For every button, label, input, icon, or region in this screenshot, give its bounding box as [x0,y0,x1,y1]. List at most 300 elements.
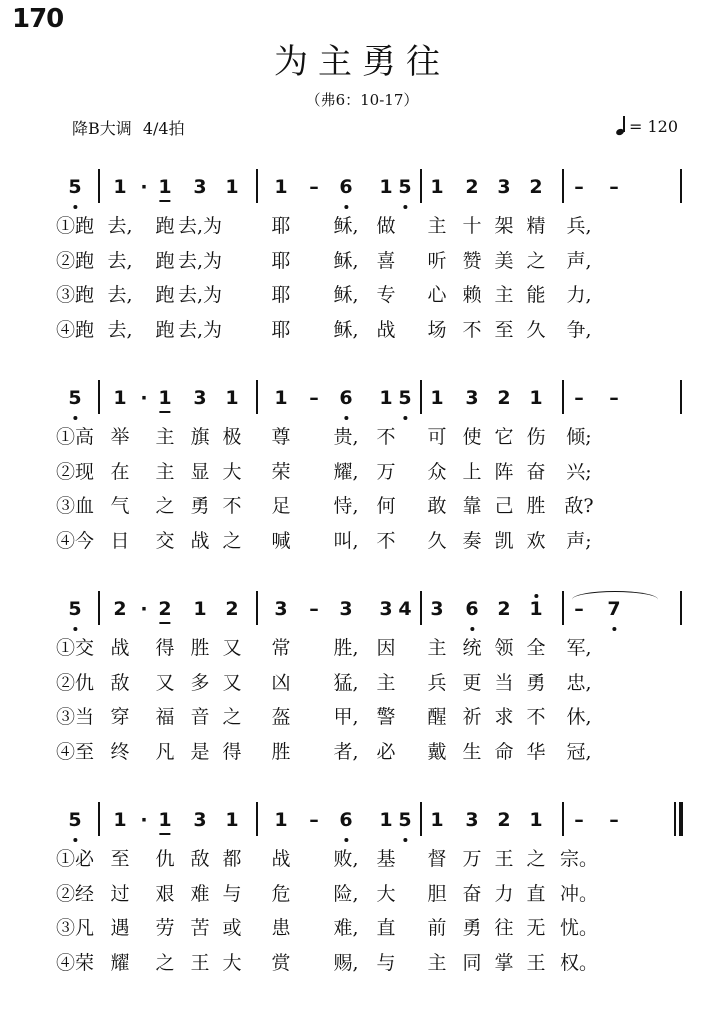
lyric-verse-1 [0,635,724,667]
lyric-syllable: 稣, [333,215,359,237]
note: 5 [398,176,412,198]
dash-symbol: – [574,598,584,620]
lyric-syllable: 跑 [155,318,175,341]
lyric-syllable: 架 [494,215,514,237]
lyric-syllable: 赞 [462,249,482,272]
lyric-verse-3 [0,704,724,736]
lyric-syllable: ④至 [55,740,95,763]
note: 1 [379,176,393,198]
lyric-syllable: 艰 [155,882,175,905]
lyric-syllable: 奋 [526,460,546,483]
lyric-syllable: 跑 [155,215,175,237]
tempo-marking [616,116,678,136]
lyric-syllable: 何 [376,495,396,517]
note: 1 [529,598,543,620]
note: 3 [274,598,288,620]
lyric-syllable: 不 [462,318,482,341]
lyric-syllable: 又 [222,671,242,694]
notation-row [0,175,724,215]
note: 2 [225,598,239,620]
dot-symbol: · [140,809,148,831]
lyric-syllable: 勇 [462,917,482,939]
final-barline-thick [679,802,683,836]
dash-symbol: – [609,387,619,409]
lyric-syllable: 稣, [333,284,359,306]
lyric-verse-3 [0,915,724,947]
lyric-syllable: 耀, [333,460,359,483]
lyric-syllable: 兵, [566,215,592,237]
dot-symbol: · [140,598,148,620]
lyric-syllable: 遇 [110,917,130,939]
lyric-syllable: 基 [376,848,396,870]
lyric-syllable: 尊 [271,426,291,448]
lyric-syllable: 去, [107,318,133,341]
lyric-syllable: 战 [190,529,210,552]
note: 2 [113,598,127,620]
lyric-syllable: 去, [107,284,133,306]
lyric-syllable: 冠, [566,740,592,763]
lyric-syllable: 去, [107,215,133,237]
lyric-syllable: 举 [110,426,130,448]
lyric-syllable: 敌 [110,671,130,694]
lyric-syllable: 战 [376,318,396,341]
final-barline-thin [674,802,676,836]
lyric-syllable: 之 [222,529,242,552]
lyric-syllable: 胆 [427,882,447,905]
note: 3 [379,598,393,620]
barline [420,802,422,836]
lyric-syllable: 声; [566,529,592,552]
lyric-syllable: 喊 [271,529,291,552]
notation-row [0,386,724,426]
dash-symbol: – [609,809,619,831]
lyric-syllable: 劳 [155,917,175,939]
lyric-syllable: 是 [190,740,210,763]
notation-row [0,597,724,637]
lyric-syllable: 直 [376,917,396,939]
lyric-syllable: 能 [526,284,546,306]
lyric-syllable: 仇 [155,848,175,870]
lyric-syllable: 音 [190,706,210,728]
lyric-syllable: ③跑 [55,284,95,306]
lyric-syllable: 心 [427,284,447,306]
lyric-syllable: 荣 [271,460,291,483]
lyric-syllable: 十 [462,215,482,237]
lyric-syllable: 使 [462,426,482,448]
note: 1 [430,387,444,409]
lyric-syllable: 醒 [427,706,447,728]
lyric-syllable: 福 [155,706,175,728]
lyric-syllable: 都 [222,848,242,870]
lyric-syllable: ②经 [55,882,95,905]
lyric-syllable: 主 [155,426,175,448]
lyric-syllable: 险, [333,882,359,905]
lyric-syllable: 耶 [271,284,291,306]
note: 2 [497,598,511,620]
lyric-syllable: 无 [526,917,546,939]
note: 2 [497,809,511,831]
lyric-syllable: 上 [462,460,482,483]
lyric-syllable: 凶 [271,671,291,694]
lyric-syllable: 猛, [333,671,359,694]
lyric-syllable: 大 [222,460,242,483]
note: 2 [465,176,479,198]
lyric-syllable: ③血 [55,495,95,517]
lyric-syllable: 之 [526,848,546,870]
lyric-syllable: 去, [107,249,133,272]
lyric-syllable: 胜, [333,637,359,659]
dash-symbol: – [574,809,584,831]
lyric-syllable: 足 [271,495,291,517]
lyric-syllable: 之 [222,706,242,728]
lyric-syllable: ②跑 [55,249,95,272]
lyric-syllable: 大 [376,882,396,905]
note: 1 [529,809,543,831]
lyric-syllable: 气 [110,495,130,517]
dash-symbol: – [309,176,319,198]
lyric-syllable: 专 [376,284,396,306]
note: 2 [529,176,543,198]
note: 2 [158,598,172,620]
lyric-syllable: 力 [494,882,514,905]
lyric-syllable: 更 [462,671,482,694]
note: 1 [113,387,127,409]
lyric-syllable: 做 [376,215,396,237]
note: 4 [398,598,412,620]
note: 1 [529,387,543,409]
note: 2 [497,387,511,409]
lyric-syllable: 勇 [526,671,546,694]
lyric-syllable: 至 [110,848,130,870]
lyric-syllable: 战 [110,637,130,659]
lyric-syllable: 又 [155,671,175,694]
lyric-syllable: 忧。 [559,917,599,939]
lyric-syllable: 极 [222,426,242,448]
note: 1 [225,809,239,831]
lyric-syllable: 奋 [462,882,482,905]
note: 1 [158,809,172,831]
note: 1 [225,387,239,409]
lyric-syllable: 因 [376,637,396,659]
notation-row [0,808,724,848]
barline [256,380,258,414]
lyric-syllable: 稣, [333,318,359,341]
lyric-syllable: 凡 [155,740,175,763]
lyric-syllable: 伤 [526,426,546,448]
lyric-syllable: 同 [462,951,482,974]
lyric-syllable: 祈 [462,706,482,728]
lyric-syllable: 多 [190,671,210,694]
lyric-syllable: 主 [427,951,447,974]
barline [680,380,682,414]
note: 5 [68,387,82,409]
lyric-syllable: 精 [526,215,546,237]
lyric-syllable: 战 [271,848,291,870]
lyric-syllable: 冲。 [559,882,599,905]
lyric-syllable: 显 [190,460,210,483]
note: 1 [379,809,393,831]
note: 5 [398,809,412,831]
lyric-syllable: 警 [376,706,396,728]
dot-symbol: · [140,387,148,409]
dash-symbol: – [609,176,619,198]
lyric-syllable: 穿 [110,706,130,728]
lyric-syllable: 敌? [564,495,594,517]
note: 3 [465,387,479,409]
note: 1 [274,809,288,831]
lyric-syllable: 不 [222,495,242,517]
lyric-syllable: 主 [427,637,447,659]
lyric-syllable: 兵 [427,671,447,694]
lyric-syllable: 领 [494,637,514,659]
lyric-syllable: 胜 [526,495,546,517]
lyric-syllable: 力, [566,284,592,306]
lyric-syllable: 稣, [333,249,359,272]
dash-symbol: – [574,176,584,198]
lyric-syllable: 场 [427,318,447,341]
lyric-syllable: 贵, [333,426,359,448]
lyric-syllable: 当 [494,671,514,694]
key-signature: 降B大调 4/4拍 [72,119,185,138]
lyric-syllable: 耶 [271,318,291,341]
lyric-syllable: 敢 [427,495,447,517]
lyric-syllable: 掌 [494,951,514,974]
lyric-verse-1 [0,846,724,878]
note: 6 [339,387,353,409]
note: 1 [113,809,127,831]
dash-symbol: – [574,387,584,409]
lyric-syllable: 美 [494,249,514,272]
lyric-syllable: 过 [110,882,130,905]
note: 3 [430,598,444,620]
lyric-syllable: 盔 [271,706,291,728]
lyric-syllable: 跑 [155,249,175,272]
barline [562,169,564,203]
lyric-syllable: 难 [190,882,210,905]
lyric-syllable: 跑 [155,284,175,306]
barline [98,169,100,203]
lyric-syllable: 己 [494,495,514,517]
lyric-syllable: ④今 [55,529,95,552]
lyric-syllable: 者, [333,740,359,763]
lyric-verse-4 [0,528,724,560]
barline [256,591,258,625]
lyric-verse-2 [0,459,724,491]
lyric-syllable: 久 [526,318,546,341]
lyric-syllable: 去,为 [177,249,223,272]
lyric-syllable: 又 [222,637,242,659]
barline [420,380,422,414]
lyric-verse-4 [0,950,724,982]
lyric-syllable: 去,为 [177,215,223,237]
lyric-syllable: 万 [462,848,482,870]
barline [98,591,100,625]
lyric-syllable: 主 [494,284,514,306]
lyric-syllable: 军, [566,637,592,659]
note: 1 [379,387,393,409]
lyric-syllable: 靠 [462,495,482,517]
lyric-verse-4 [0,317,724,349]
dash-symbol: – [309,387,319,409]
note: 6 [339,176,353,198]
scripture-reference: （弗6：10-17） [305,91,419,109]
lyric-syllable: 大 [222,951,242,974]
lyric-syllable: 争, [566,318,592,341]
note: 7 [607,598,621,620]
lyric-syllable: 赏 [271,951,291,974]
barline [680,591,682,625]
note: 6 [339,809,353,831]
lyric-syllable: 危 [271,882,291,905]
note: 1 [193,598,207,620]
tempo-value: = 120 [628,117,678,136]
hymn-title: 为主勇往 [274,42,450,82]
barline [98,802,100,836]
lyric-syllable: 勇 [190,495,210,517]
lyric-syllable: 戴 [427,740,447,763]
lyric-verse-2 [0,881,724,913]
lyric-syllable: 必 [376,740,396,763]
lyric-syllable: 权。 [559,951,599,974]
lyric-syllable: ④荣 [55,951,95,974]
note: 1 [158,176,172,198]
lyric-syllable: 终 [110,740,130,763]
note: 6 [465,598,479,620]
lyric-syllable: 凯 [494,529,514,552]
lyric-syllable: 欢 [526,529,546,552]
lyric-syllable: ①必 [55,848,95,870]
lyric-syllable: 督 [427,848,447,870]
note: 1 [225,176,239,198]
lyric-syllable: 不 [526,706,546,728]
lyric-syllable: ③凡 [55,917,95,939]
dash-symbol: – [309,809,319,831]
lyric-syllable: 甲, [333,706,359,728]
lyric-syllable: 阵 [494,460,514,483]
lyric-syllable: 往 [494,917,514,939]
lyric-syllable: 苦 [190,917,210,939]
lyric-syllable: 生 [462,740,482,763]
lyric-verse-3 [0,493,724,525]
lyric-syllable: 在 [110,460,130,483]
lyric-verse-3 [0,282,724,314]
lyric-syllable: 休, [566,706,592,728]
lyric-syllable: 求 [494,706,514,728]
lyric-syllable: 旗 [190,426,210,448]
lyric-syllable: 众 [427,460,447,483]
lyric-syllable: 之 [155,951,175,974]
note: 3 [193,387,207,409]
lyric-syllable: 败, [333,848,359,870]
lyric-syllable: 直 [526,882,546,905]
note: 5 [68,809,82,831]
lyric-syllable: 至 [494,318,514,341]
lyric-syllable: 叫, [333,529,359,552]
lyric-syllable: 与 [376,951,396,974]
lyric-syllable: 王 [526,951,546,974]
note: 5 [398,387,412,409]
barline [562,380,564,414]
lyric-syllable: 全 [526,637,546,659]
lyric-verse-2 [0,248,724,280]
lyric-syllable: ③当 [55,706,95,728]
lyric-syllable: 耀 [110,951,130,974]
lyric-syllable: 交 [155,529,175,552]
lyric-syllable: 奏 [462,529,482,552]
note: 1 [158,387,172,409]
lyric-syllable: 兴; [566,460,592,483]
lyric-syllable: 宗。 [559,848,599,870]
lyric-syllable: 听 [427,249,447,272]
tie-arc [572,591,658,608]
lyric-syllable: 不 [376,529,396,552]
lyric-syllable: 恃, [333,495,359,517]
lyric-syllable: ①高 [55,426,95,448]
lyric-syllable: 主 [155,460,175,483]
lyric-syllable: 命 [494,740,514,763]
lyric-syllable: 敌 [190,848,210,870]
lyric-syllable: 之 [526,249,546,272]
lyric-syllable: 喜 [376,249,396,272]
barline [562,802,564,836]
barline [420,169,422,203]
lyric-verse-4 [0,739,724,771]
barline [562,591,564,625]
lyric-syllable: 赖 [462,284,482,306]
note: 1 [113,176,127,198]
lyric-syllable: ②现 [55,460,95,483]
lyric-syllable: 倾; [566,426,592,448]
lyric-verse-1 [0,213,724,245]
quarter-note-icon [616,116,626,136]
lyric-syllable: 可 [427,426,447,448]
lyric-syllable: 胜 [190,637,210,659]
lyric-syllable: 王 [190,951,210,974]
lyric-syllable: 声, [566,249,592,272]
lyric-verse-2 [0,670,724,702]
lyric-syllable: 华 [526,740,546,763]
note: 1 [274,387,288,409]
lyric-syllable: 之 [155,495,175,517]
lyric-syllable: 赐, [333,951,359,974]
barline [420,591,422,625]
lyric-syllable: 得 [222,740,242,763]
lyric-syllable: 胜 [271,740,291,763]
lyric-syllable: 日 [110,529,130,552]
barline [680,169,682,203]
note: 3 [339,598,353,620]
lyric-syllable: 统 [462,637,482,659]
dash-symbol: – [309,598,319,620]
lyric-syllable: 或 [222,917,242,939]
note: 5 [68,176,82,198]
page-number: 170 [12,4,64,34]
barline [256,802,258,836]
lyric-syllable: 去,为 [177,318,223,341]
lyric-syllable: ①交 [55,637,95,659]
note: 3 [465,809,479,831]
note: 1 [430,809,444,831]
note: 3 [497,176,511,198]
note: 1 [274,176,288,198]
lyric-syllable: 耶 [271,215,291,237]
lyric-verse-1 [0,424,724,456]
lyric-syllable: 得 [155,637,175,659]
dot-symbol: · [140,176,148,198]
note: 5 [68,598,82,620]
lyric-syllable: ①跑 [55,215,95,237]
lyric-syllable: 万 [376,460,396,483]
